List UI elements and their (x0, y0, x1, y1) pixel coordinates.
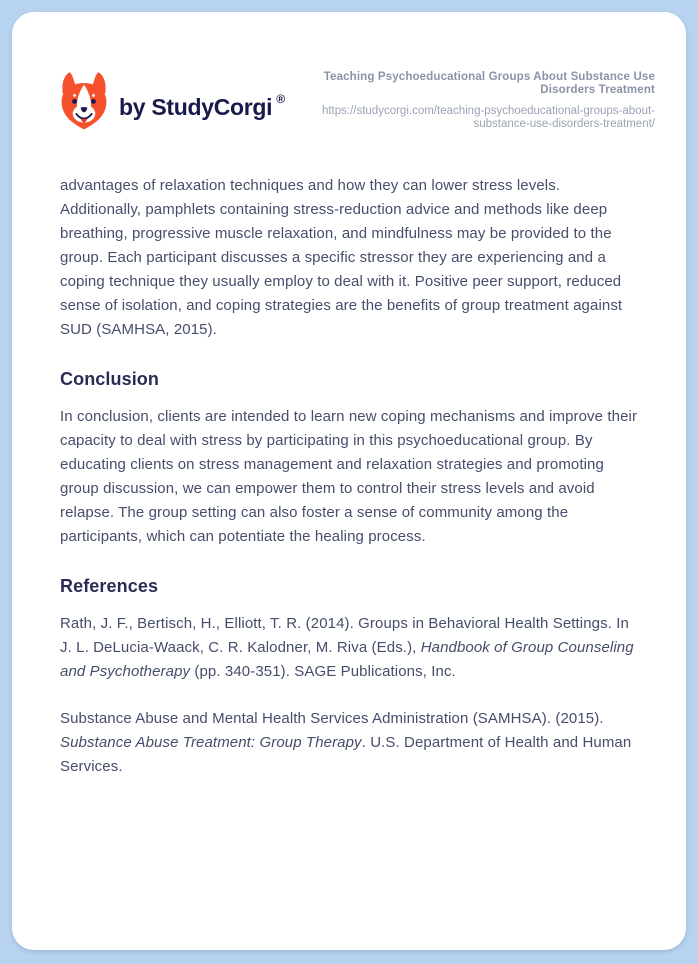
intro-paragraph: advantages of relaxation techniques and how they can lower stress levels. Additionally, pamphlets containing stress-reduction advice and methods like deep breathing, progressive muscle relaxation, and mindfulness may be provided to the group. Each participant discusses a specific stressor they are experiencing and a coping technique they usually employ to deal with it. Positive peer support, reduced sense of isolation, and coping strategies are the benefits of group treatment against SUD (SAMHSA, 2015). (60, 177, 623, 338)
conclusion-heading: Conclusion (60, 369, 159, 389)
corgi-icon (57, 70, 111, 132)
reference-1-italic-title: Handbook of Group Counseling and Psychotherapy (60, 639, 634, 680)
document-header (57, 70, 655, 132)
reference-1-text-pre: Rath, J. F., Bertisch, H., Elliott, T. R. (2014). Groups in Behavioral Health Settings. In J. L. DeLucia-Waack, C. R. Kalodner, M. Riva (Eds.), (60, 615, 629, 656)
references-heading: References (60, 576, 159, 596)
reference-entry-1 (60, 612, 638, 684)
reference-2-text-post: . U.S. Department of Health and Human Services. (60, 734, 632, 775)
brand (57, 70, 285, 132)
document-body (60, 174, 638, 779)
reference-2-text-pre: Substance Abuse and Mental Health Services Administration (SAMHSA). (2015). (60, 710, 604, 727)
conclusion-paragraph: In conclusion, clients are intended to learn new coping mechanisms and improve their capacity to deal with stress by participating in this psychoeducational group. By educating clients on stress management and relaxation strategies and promoting group discussion, we can empower them to control their stress levels and avoid relapse. The group setting can also foster a sense of community among the participants, which can potentiate the healing process. (60, 408, 638, 545)
registered-mark: ® (276, 92, 286, 106)
document-meta (317, 71, 655, 132)
brand-name: by StudyCorgi (119, 93, 273, 120)
document-card (12, 12, 686, 950)
reference-2-italic-title: Substance Abuse Treatment: Group Therapy (60, 734, 362, 751)
document-title: Teaching Psychoeducational Groups About Substance Use Disorders Treatment (323, 70, 655, 97)
document-url-link[interactable]: https://studycorgi.com/teaching-psychoeducational-groups-about-substance-use-disorders-treatment/ (321, 104, 655, 130)
reference-1-text-post: (pp. 340-351). SAGE Publications, Inc. (190, 663, 456, 680)
reference-entry-2 (60, 707, 638, 779)
